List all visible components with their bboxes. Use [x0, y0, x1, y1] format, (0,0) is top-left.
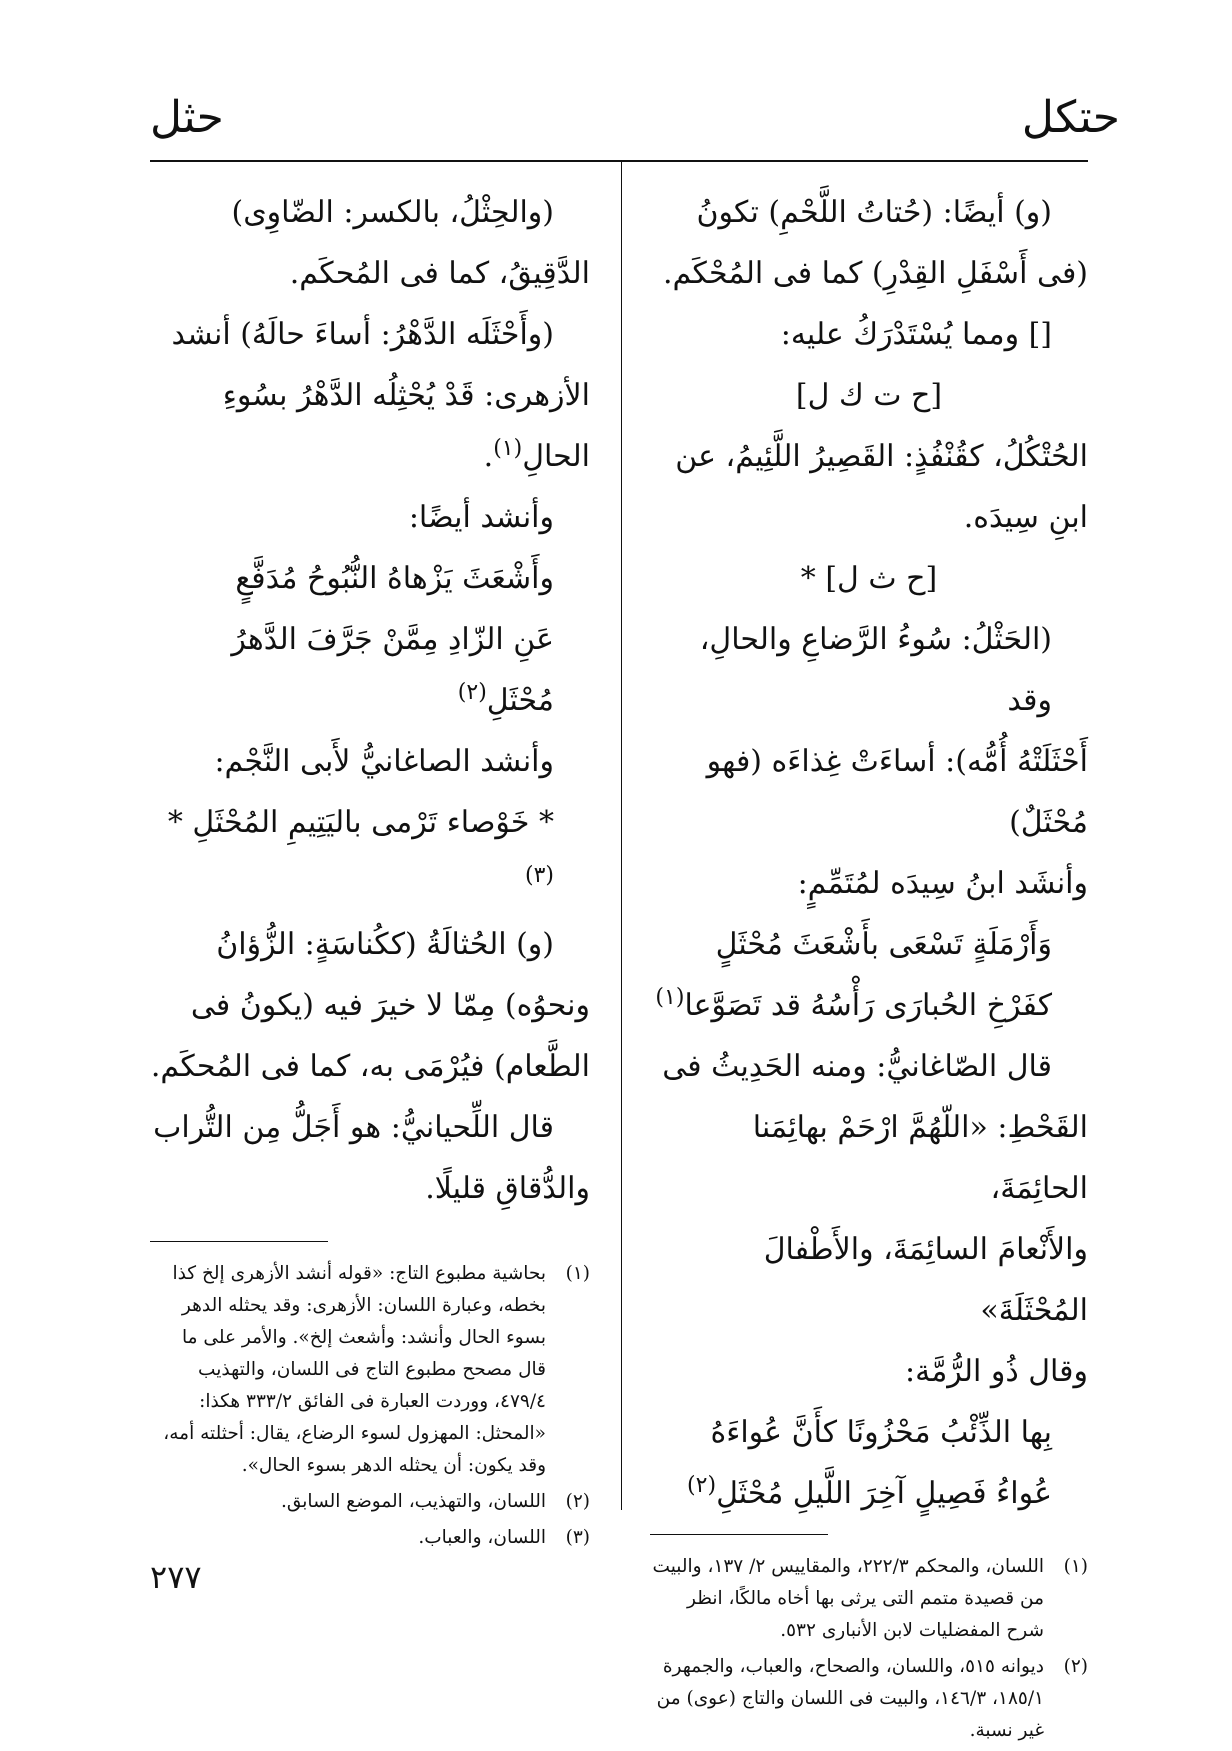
footnote [150, 1486, 590, 1518]
page-number: ٢٧٧ [150, 1558, 202, 1596]
footnote-text: بحاشية مطبوع التاج: «قوله أنشد الأزهرى إلخ كذا بخطه، وعبارة اللسان: الأزهرى: وقد يحثله الدهر بسوء الحال وأنشد: وأشعث إلخ». والأمر على ما قال مصحح مطبوع التاج فى اللسان، والتهذيب ٤٧٩/٤، ووردت العبارة فى الفائق ٣٣٣/٢ هكذا: «المحثل: المهزول لسوء الرضاع، يقال: أحثلته أمه، وقد يكون: أن يحثله الدهر بسوء الحال». [163, 1263, 546, 1476]
text-line: (و) الحُثالَةُ (ككُناسَةٍ: الزُّؤانُ [216, 927, 554, 962]
column-divider [621, 162, 622, 1510]
text-line: أَحْثَلَتْهُ أُمُّه): أساءَتْ غِذاءَه (فهو مُحْثَلٌ) [706, 744, 1088, 840]
text-line: وأنشَد ابنُ سِيدَه لمُتَمِّمٍ: [797, 866, 1088, 901]
verse-line: بِها الذِّئْبُ مَحْزُونًا كأَنَّ عُواءَهُ [710, 1415, 1052, 1450]
text-line: (فى أَسْفَلِ القِدْرِ) كما فى المُحْكَم. [662, 256, 1088, 291]
text-line: ونحوُه) مِمّا لا خيرَ فيه (يكونُ فى [190, 988, 590, 1023]
text-line: [] ومما يُسْتَدْرَكُ عليه: [780, 317, 1052, 352]
footnote-ref: (١) [493, 436, 523, 461]
footnote-text: اللسان، والعباب. [418, 1527, 546, 1548]
footnote-number: (٣) [565, 1527, 590, 1548]
verse-text: عُواءُ فَصِيلٍ آخِرَ اللَّيلِ مُحْثَلِ [716, 1476, 1052, 1511]
text-line: الدَّقِيقُ، كما فى المُحكَم. [289, 256, 590, 291]
footnote-ref: (٢) [457, 680, 487, 705]
text-line: الأزهرى: قَدْ يُحْثِلُه الدَّهْرُ بسُوءِ [222, 378, 590, 413]
footnote-rule [650, 1534, 828, 1535]
verse-line [650, 975, 1088, 1036]
footnote [650, 1551, 1088, 1647]
left-column [150, 182, 590, 1558]
footnote-text: ديوانه ٥١٥، واللسان، والصحاح، والعباب، والجمهرة ١٨٥/١، ١٤٦/٣، والبيت فى اللسان والتاج (عوى) من غير نسبة. [656, 1656, 1044, 1741]
running-header-right: حتكل [1021, 92, 1120, 143]
text-line: وقال ذُو الرُّمَّة: [905, 1354, 1088, 1389]
verse-line [650, 1463, 1088, 1524]
text-line: والدُّقاقِ قليلًا. [425, 1171, 590, 1206]
header-rule [150, 160, 1088, 162]
verse-line: وَأَرْمَلَةٍ تَسْعَى بأَشْعَثَ مُحْثَلٍ [715, 927, 1052, 962]
text-line: الحالِ$^{(١)}$. [483, 436, 590, 474]
footnote-ref: (٣) [524, 863, 554, 888]
footnote-number: (٢) [1063, 1656, 1088, 1677]
footnote-rule [150, 1241, 328, 1242]
text-line: القَحْطِ: «اللّهُمَّ ارْحَمْ بهائِمَنا الحائِمَةَ، [752, 1110, 1088, 1206]
verse-line [150, 792, 590, 914]
text-line: (والحِثْلُ، بالكسر: الضّاوِى) [231, 195, 554, 230]
footnote-ref: (٢) [687, 1473, 717, 1498]
text-line: الطَّعام) فيُرْمَى به، كما فى المُحكَم. [150, 1049, 590, 1084]
verse-line: وأَشْعَثَ يَزْهاهُ النُّبُوحُ مُدَفَّعٍ [235, 561, 554, 596]
entry-heading: [ح ث ل] * [800, 561, 938, 596]
text-line: وأنشد أيضًا: [408, 500, 554, 535]
footnote-number: (٢) [565, 1491, 590, 1512]
verse-text: * خَوْصاء تَرْمى باليَتِيمِ المُحْثَلِ * [167, 805, 554, 840]
footnote [150, 1258, 590, 1482]
text-line: قال اللِّحيانيُّ: هو أَجَلُّ مِن التُّراب [153, 1110, 554, 1145]
entry-heading: [ح ت ك ل] [795, 378, 943, 413]
footnote [150, 1522, 590, 1554]
footnote-text: اللسان، والتهذيب، الموضع السابق. [280, 1491, 546, 1512]
footnote-number: (١) [1063, 1556, 1088, 1577]
line-text: الحالِ [522, 439, 590, 474]
footnote-text: اللسان، والمحكم ٢٢٢/٣، والمقاييس ٢/ ١٣٧، والبيت من قصيدة متمم التى يرثى بها أخاه مالكًا، انظر شرح المفضليات لابن الأنبارى ٥٣٢. [652, 1556, 1044, 1641]
text-line: الحُتْكُلُ، كقُنْفُذٍ: القَصِيرُ اللَّئِيمُ، عن [675, 439, 1088, 474]
verse-text: عَنِ الزّادِ مِمَّنْ جَرَّفَ الدَّهرُ مُحْثَلِ [231, 622, 554, 718]
text-line: والأَنْعامَ السائِمَةَ، والأَطْفالَ المُحْثَلَةَ» [763, 1232, 1088, 1328]
text-line: وأنشد الصاغانيُّ لأَبى النَّجْم: [214, 744, 554, 779]
text-line: (وأَحْثَلَه الدَّهْرُ: أساءَ حالَهُ) أنشد [171, 317, 554, 352]
verse-line [150, 609, 590, 731]
footnote [650, 1651, 1088, 1747]
footnote-number: (١) [565, 1263, 590, 1284]
verse-text: كفَرْخِ الحُبارَى رَأْسُهُ قد تَصَوَّعا [684, 988, 1052, 1023]
footnote-ref: (١) [655, 985, 685, 1010]
running-header-left: حثل [150, 92, 224, 143]
right-column [650, 182, 1088, 1751]
text-line: (و) أيضًا: (حُتاتُ اللَّحْمِ) تكونُ [696, 195, 1052, 230]
text-line: ابنِ سِيدَه. [963, 500, 1088, 535]
text-line: (الحَثْلُ: سُوءُ الرَّضاعِ والحالِ، وقد [699, 622, 1052, 718]
text-line: قال الصّاغانيُّ: ومنه الحَدِيثُ فى [662, 1049, 1052, 1084]
